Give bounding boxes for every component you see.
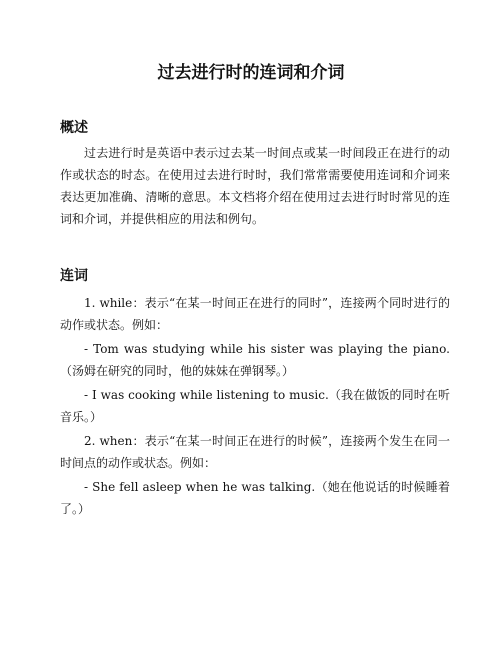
- conjunction-while-definition: 1. while：表示“在某一时间正在进行的同时”，连接两个同时进行的动作或状态。例如：: [60, 296, 450, 332]
- conjunction-while-example-2: - I was cooking while listening to music.（我在做饭的同时在听音乐。）: [60, 388, 450, 424]
- conjunction-when-definition: 2. when：表示“在某一时间正在进行的时候”，连接两个发生在同一时间点的动作或状态。例如：: [60, 434, 450, 470]
- conjunctions-heading: 连词: [60, 268, 88, 284]
- conjunctions-section: [60, 266, 450, 520]
- document-title: 过去进行时的连词和介词: [157, 63, 345, 83]
- overview-heading: 概述: [60, 120, 88, 136]
- overview-section: [60, 118, 450, 230]
- conjunction-while-example-1: - Tom was studying while his sister was playing the piano.（汤姆在研究的同时，他的妹妹在弹钢琴。）: [60, 342, 450, 378]
- overview-paragraph: 过去进行时是英语中表示过去某一时间点或某一时间段正在进行的动作或状态的时态。在使用过去进行时时，我们常常需要使用连词和介词来表达更加准确、清晰的意思。本文档将介绍在使用过去进行时时常见的连词和介词，并提供相应的用法和例句。: [60, 146, 450, 226]
- conjunction-when-example-1: - She fell asleep when he was talking.（她在他说话的时候睡着了。）: [60, 480, 450, 516]
